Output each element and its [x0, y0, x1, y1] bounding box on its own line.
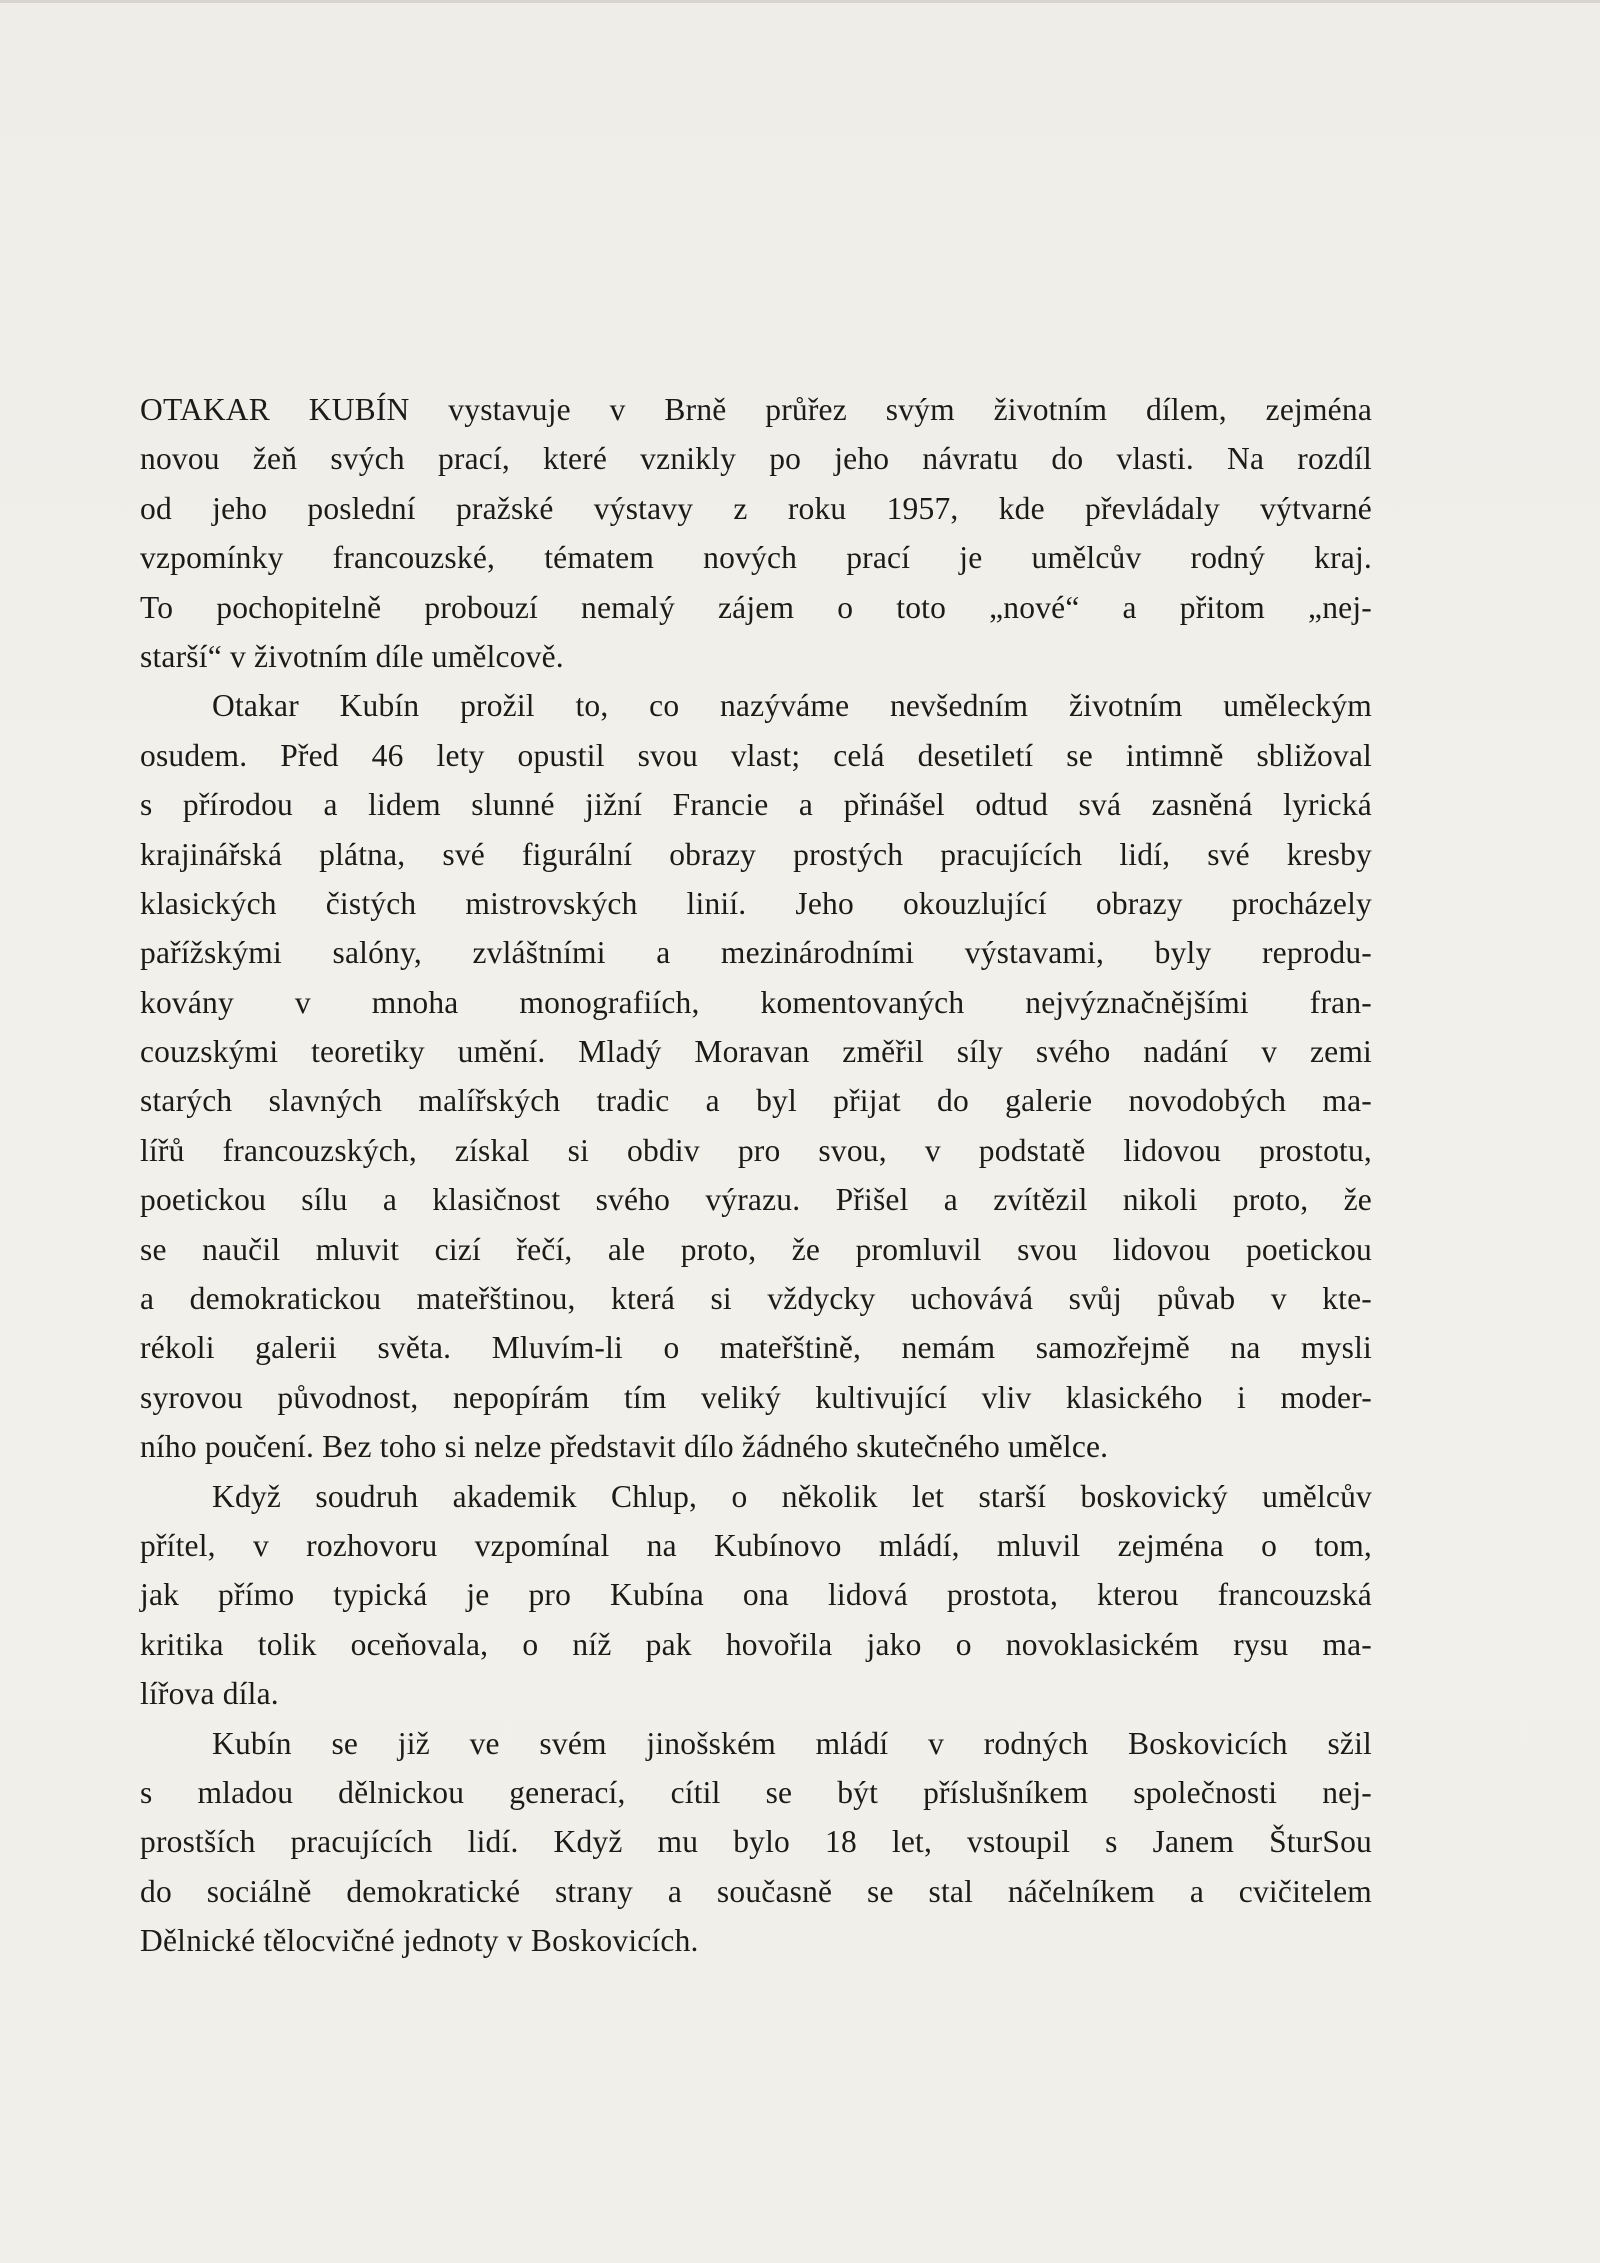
- text-line: jak přímo typická je pro Kubína ona lidová prostota, kterou francouzská: [140, 1577, 1372, 1613]
- text-line: osudem. Před 46 lety opustil svou vlast; celá desetiletí se intimně sbližoval: [140, 737, 1372, 773]
- text-line: novou žeň svých prací, které vznikly po jeho návratu do vlasti. Na rozdíl: [140, 441, 1372, 477]
- text-line: kritika tolik oceňovala, o níž pak hovořila jako o novoklasickém rysu ma-: [140, 1626, 1372, 1662]
- paragraph-2: [140, 681, 1372, 1471]
- text-line: syrovou původnost, nepopírám tím veliký kultivující vliv klasického i moder-: [140, 1379, 1372, 1415]
- text-line: starých slavných malířských tradic a byl přijat do galerie novodobých ma-: [140, 1083, 1372, 1119]
- text-line: To pochopitelně probouzí nemalý zájem o toto „nové“ a přitom „nej-: [140, 589, 1372, 625]
- text-line: se naučil mluvit cizí řečí, ale proto, že promluvil svou lidovou poetickou: [140, 1231, 1372, 1267]
- text-line: poetickou sílu a klasičnost svého výrazu. Přišel a zvítězil nikoli proto, že: [140, 1182, 1372, 1218]
- text-line: Otakar Kubín prožil to, co nazýváme nevšedním životním uměleckým: [212, 688, 1372, 724]
- text-line: a demokratickou mateřštinou, která si vždycky uchovává svůj půvab v kte-: [140, 1281, 1372, 1317]
- text-line: s mladou dělnickou generací, cítil se být příslušníkem společnosti nej-: [140, 1774, 1372, 1810]
- paragraph-1: [140, 385, 1372, 681]
- text-line: rékoli galerii světa. Mluvím-li o mateřštině, nemám samozřejmě na mysli: [140, 1330, 1372, 1366]
- text-line: klasických čistých mistrovských linií. Jeho okouzlující obrazy procházely: [140, 885, 1372, 921]
- text-line: do sociálně demokratické strany a současně se stal náčelníkem a cvičitelem: [140, 1873, 1372, 1909]
- text-line: starší“ v životním díle umělcově.: [140, 638, 564, 674]
- text-line: od jeho poslední pražské výstavy z roku 1957, kde převládaly výtvarné: [140, 490, 1372, 526]
- page-top-edge: [0, 0, 1600, 3]
- text-line: kovány v mnoha monografiích, komentovaných nejvýznačnějšími fran-: [140, 984, 1372, 1020]
- text-line: s přírodou a lidem slunné jižní Francie a přinášel odtud svá zasněná lyrická: [140, 787, 1372, 823]
- text-line: prostších pracujících lidí. Když mu bylo 18 let, vstoupil s Janem ŠturSou: [140, 1824, 1372, 1860]
- paragraph-3: [140, 1472, 1372, 1719]
- text-line: OTAKAR KUBÍN vystavuje v Brně průřez svým životním dílem, zejména: [140, 392, 1372, 427]
- text-line: pařížskými salóny, zvláštními a mezinárodními výstavami, byly reprodu-: [140, 935, 1372, 971]
- text-line: Kubín se již ve svém jinošském mládí v rodných Boskovicích sžil: [212, 1725, 1372, 1761]
- text-line: přítel, v rozhovoru vzpomínal na Kubínovo mládí, mluvil zejména o tom,: [140, 1527, 1372, 1563]
- article-text: [140, 385, 1372, 1966]
- text-line: ního poučení. Bez toho si nelze představit dílo žádného skutečného umělce.: [140, 1429, 1109, 1465]
- text-line: Když soudruh akademik Chlup, o několik let starší boskovický umělcův: [212, 1478, 1372, 1514]
- text-line: lířů francouzských, získal si obdiv pro svou, v podstatě lidovou prostotu,: [140, 1132, 1372, 1168]
- text-line: vzpomínky francouzské, tématem nových prací je umělcův rodný kraj.: [140, 540, 1372, 576]
- text-line: krajinářská plátna, své figurální obrazy prostých pracujících lidí, své kresby: [140, 836, 1372, 872]
- text-line: couzskými teoretiky umění. Mladý Moravan změřil síly svého nadání v zemi: [140, 1034, 1372, 1070]
- paragraph-4: [140, 1719, 1372, 1966]
- text-line: lířova díla.: [140, 1676, 279, 1712]
- text-line: Dělnické tělocvičné jednoty v Boskovicích.: [140, 1923, 699, 1959]
